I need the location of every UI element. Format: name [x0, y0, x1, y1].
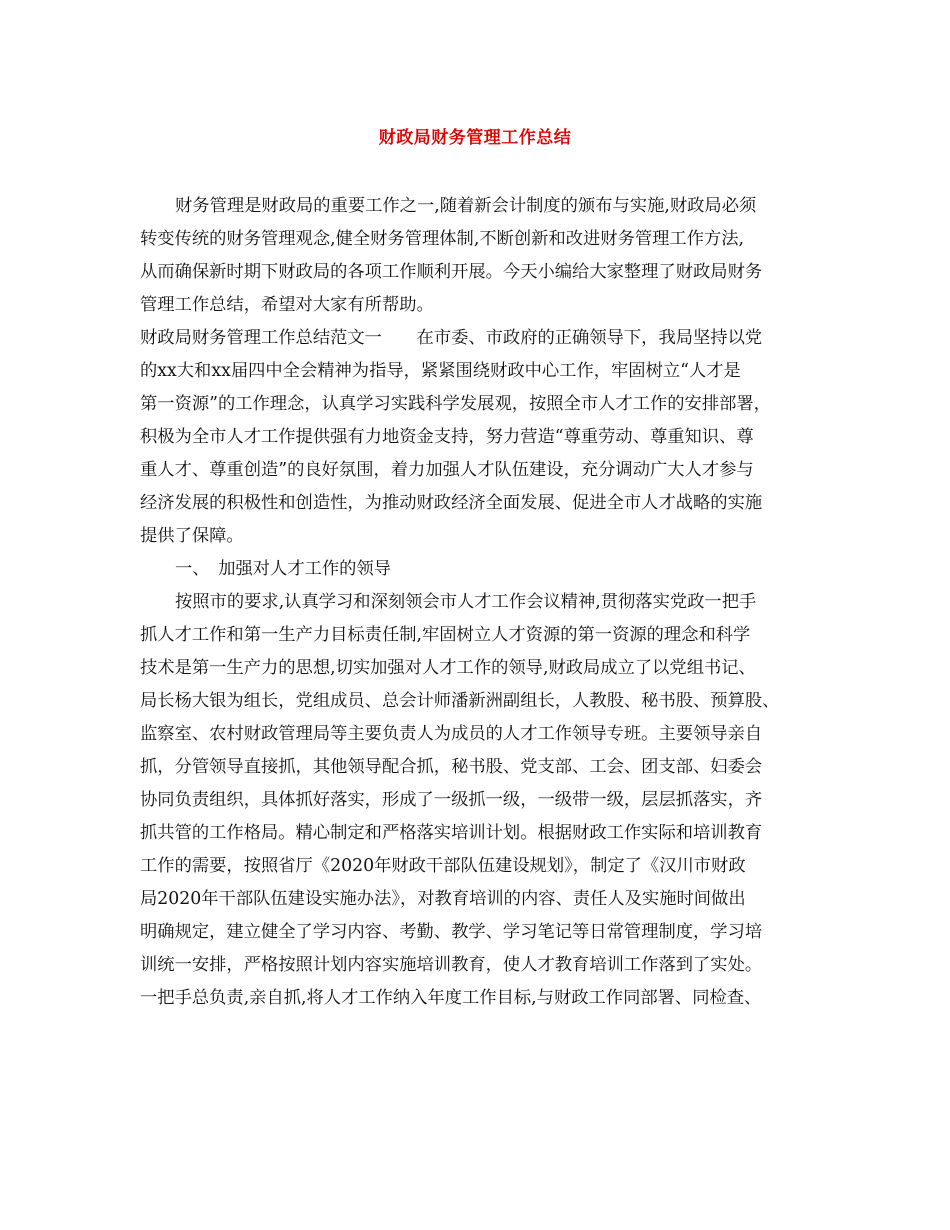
paragraph-line: 的xx大和xx届四中全会精神为指导，紧紧围绕财政中心工作，牢固树立“人才是 — [140, 361, 741, 381]
paragraph-line: 管理工作总结，希望对大家有所帮助。 — [140, 295, 434, 315]
paragraph-line: 训统一安排，严格按照计划内容实施培训教育，使人才教育培训工作落到了实处。 — [140, 955, 763, 975]
paragraph-line: 转变传统的财务管理观念,健全财务管理体制,不断创新和改进财务管理工作方法, — [140, 229, 745, 249]
section-heading: 一、 加强对人才工作的领导 — [175, 559, 392, 579]
paragraph-line: 抓共管的工作格局。精心制定和严格落实培训计划。根据财政工作实际和培训教育 — [140, 823, 763, 843]
paragraph-line: 工作的需要，按照省厅《2020年财政干部队伍建设规划》，制定了《汉川市财政 — [140, 856, 746, 876]
document-body — [140, 190, 816, 1015]
paragraph-line: 从而确保新时期下财政局的各项工作顺利开展。今天小编给大家整理了财政局财务 — [140, 262, 763, 282]
paragraph-line: 抓人才工作和第一生产力目标责任制,牢固树立人才资源的第一资源的理念和科学 — [140, 625, 751, 645]
paragraph-line: 技术是第一生产力的思想,切实加强对人才工作的领导,财政局成立了以党组书记、 — [140, 658, 756, 678]
document-title: 财政局财务管理工作总结 — [378, 128, 572, 148]
paragraph-line: 积极为全市人才工作提供强有力地资金支持，努力营造“尊重劳动、尊重知识、尊 — [140, 427, 754, 447]
paragraph-line: 按照市的要求,认真学习和深刻领会市人才工作会议精神,贯彻落实党政一把手 — [175, 592, 757, 612]
paragraph-line: 经济发展的积极性和创造性，为推动财政经济全面发展、促进全市人才战略的实施 — [140, 493, 763, 513]
paragraph-line: 财务管理是财政局的重要工作之一,随着新会计制度的颁布与实施,财政局必须 — [175, 196, 757, 216]
paragraph-line: 局2020年干部队伍建设实施办法》，对教育培训的内容、责任人及实施时间做出 — [140, 889, 746, 909]
paragraph-line: 第一资源”的工作理念，认真学习实践科学发展观，按照全市人才工作的安排部署， — [140, 394, 771, 414]
paragraph-line: 局长杨大银为组长，党组成员、总会计师潘新洲副组长，人教股、秘书股、预算股、 — [140, 691, 780, 711]
paragraph-line: 提供了保障。 — [140, 526, 244, 546]
paragraph-line: 抓，分管领导直接抓，其他领导配合抓，秘书股、党支部、工会、团支部、妇委会 — [140, 757, 763, 777]
paragraph-line: 明确规定，建立健全了学习内容、考勤、教学、学习笔记等日常管理制度，学习培 — [140, 922, 763, 942]
paragraph-line: 财政局财务管理工作总结范文一 在市委、市政府的正确领导下，我局坚持以党 — [140, 328, 763, 348]
paragraph-line: 监察室、农村财政管理局等主要负责人为成员的人才工作领导专班。主要领导亲自 — [140, 724, 763, 744]
paragraph-line: 重人才、尊重创造”的良好氛围，着力加强人才队伍建设，充分调动广大人才参与 — [140, 460, 754, 480]
paragraph-line: 一把手总负责,亲自抓,将人才工作纳入年度工作目标,与财政工作同部署、同检查、 — [140, 988, 762, 1008]
paragraph-line: 协同负责组织，具体抓好落实，形成了一级抓一级，一级带一级，层层抓落实，齐 — [140, 790, 763, 810]
